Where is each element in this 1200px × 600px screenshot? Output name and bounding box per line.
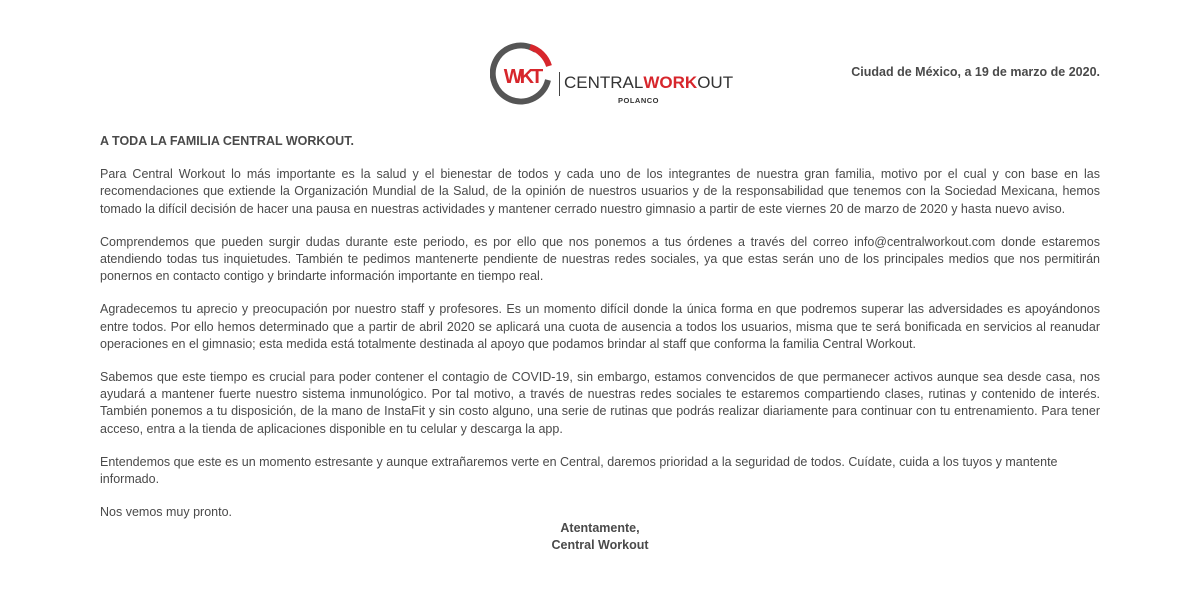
central-workout-logo	[490, 42, 734, 124]
letter-heading: A TODA LA FAMILIA CENTRAL WORKOUT.	[100, 134, 354, 148]
paragraph-farewell: Nos vemos muy pronto.	[100, 505, 232, 520]
paragraph-covid: Sabemos que este tiempo es crucial para poder contener el contagio de COVID-19, sin embargo, estamos convencidos de que permanecer activos aunque sea desde casa, nos ayudará a mantener fuerte nuestro sistema inmunológico. Por tal motivo, a través de nuestras redes sociales te estaremos compartiendo clases, rutinas y contenido de interés. También ponemos a tu disposición, de la mano de InstaFit y sin costo alguno, una serie de rutinas que podrás realizar diariamente para continuar con tu entrenamiento. Para tener acceso, entra a la tienda de aplicaciones disponible en tu celular y descarga la app.	[100, 370, 1100, 436]
logo-location: POLANCO	[618, 96, 659, 105]
svg-text:WKT: WKT	[503, 66, 541, 88]
paragraph-health: Para Central Workout lo más importante es la salud y el bienestar de todos y cada uno de los integrantes de nuestra gran familia, motivo por el cual y con base en las recomendaciones que extiende la Organización Mundial de la Salud, de la opinión de nuestros usuarios y de la responsabilidad que tenemos con la Sociedad Mexicana, hemos tomado la difícil decisión de hacer una pausa en nuestras actividades y mantener cerrado nuestro gimnasio a partir de este viernes 20 de marzo de 2020 y hasta nuevo aviso.	[100, 167, 1100, 216]
paragraph-staff: Agradecemos tu aprecio y preocupación por nuestro staff y profesores. Es un momento difícil donde la única forma en que podremos superar las adversidades es apoyándonos entre todos. Por ello hemos determinado que a partir de abril 2020 se aplicará una cuota de ausencia a todos los usuarios, misma que te será bonificada en servicios al reanudar operaciones en el gimnasio; esta medida está totalmente destinada al apoyo que podamos brindar al staff que conforma la familia Central Workout.	[100, 302, 1100, 351]
signature-block	[0, 520, 1200, 553]
logo-divider	[559, 72, 560, 96]
wkt-logo-mark-icon	[490, 42, 554, 106]
logo-word-central: CENTRAL	[564, 73, 644, 92]
letter-date: Ciudad de México, a 19 de marzo de 2020.	[851, 65, 1100, 79]
logo-word-out: OUT	[697, 73, 734, 92]
closing-text: Atentamente,	[560, 521, 640, 535]
logo-wordmark	[564, 73, 733, 93]
paragraph-contact: Comprendemos que pueden surgir dudas durante este periodo, es por ello que nos ponemos a tus órdenes a través del correo info@centralworkout.com donde estaremos atendiendo todas tus inquietudes. También te pedimos mantenerte pendiente de nuestras redes sociales, ya que estas serán uno de los principales medios que nos permitirán ponernos en contacto contigo y brindarte información importante en tiempo real.	[100, 234, 1100, 284]
logo-word-work: WORK	[643, 73, 698, 92]
paragraph-safety: Entendemos que este es un momento estresante y aunque extrañaremos verte en Central, daremos prioridad a la seguridad de todos. Cuídate, cuida a los tuyos y mantente informado.	[100, 454, 1058, 487]
signer-name: Central Workout	[551, 537, 649, 552]
letter-body	[100, 133, 1100, 537]
